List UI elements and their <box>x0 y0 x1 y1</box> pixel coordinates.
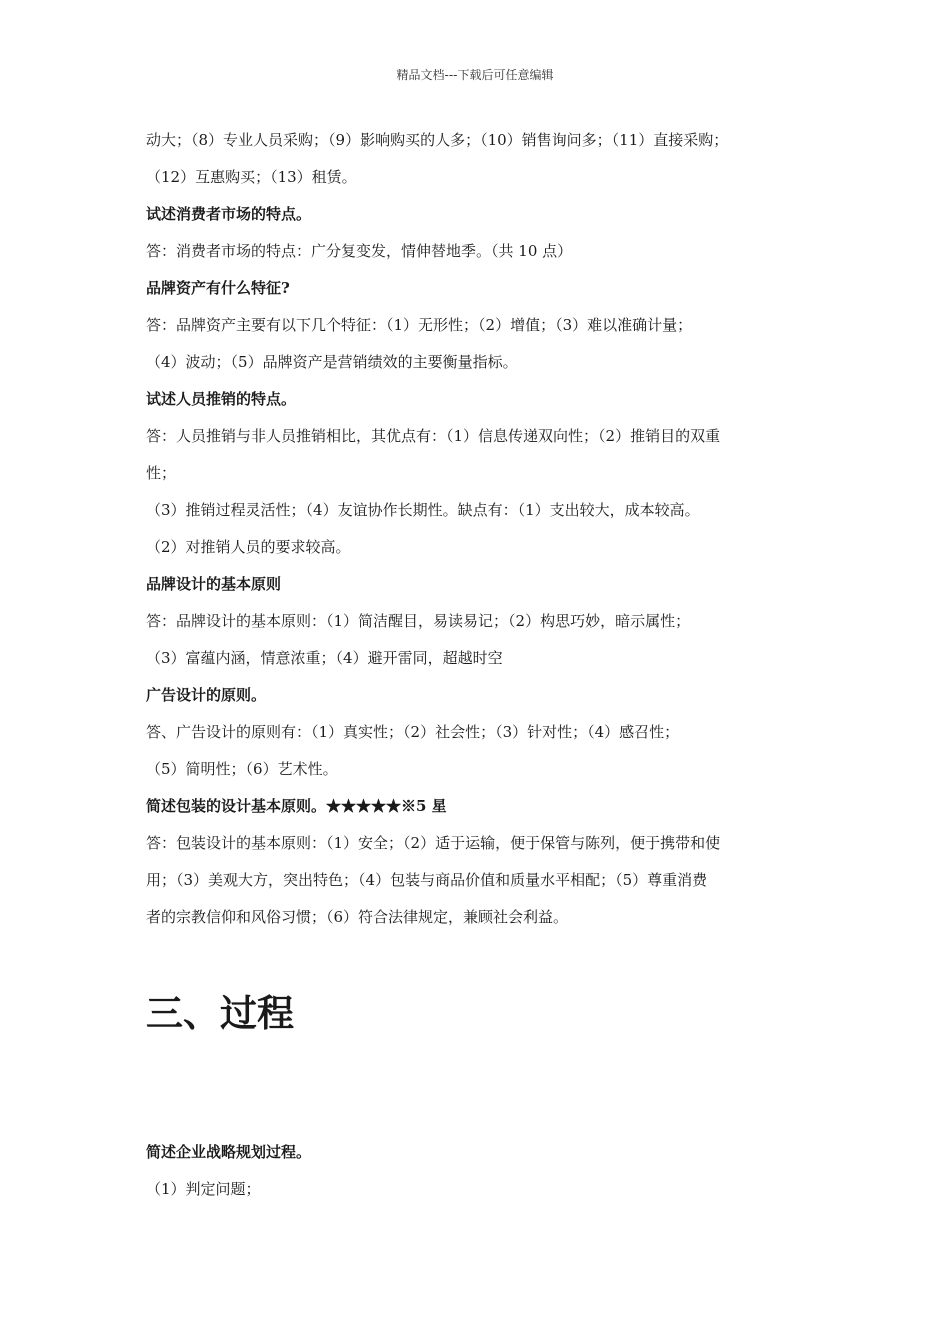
question-heading: 广告设计的原则。 <box>146 686 267 704</box>
question-heading: 简述企业战略规划过程。 <box>146 1143 312 1161</box>
text-line: 用；（3）美观大方，突出特色；（4）包装与商品价值和质量水平相配；（5）尊重消费 <box>146 871 708 889</box>
text-line: 答：消费者市场的特点：广分复变发，情伸替地季。（共 10 点） <box>146 242 573 260</box>
text-line: （5）简明性；（6）艺术性。 <box>146 760 338 778</box>
question-heading: 试述人员推销的特点。 <box>146 390 297 408</box>
text-line: 动大；（8）专业人员采购；（9）影响购买的人多；（10）销售询问多；（11）直接采购； <box>146 131 729 149</box>
text-line: 者的宗教信仰和风俗习惯；（6）符合法律规定，兼顾社会利益。 <box>146 908 569 926</box>
text-line: 答：包装设计的基本原则：（1）安全；（2）适于运输，便于保管与陈列，便于携带和使 <box>146 834 721 852</box>
section-heading: 三、过程 <box>146 991 294 1035</box>
text-line: （12）互惠购买；（13）租赁。 <box>146 168 357 186</box>
text-line: （3）富蕴内涵，情意浓重；（4）避开雷同，超越时空 <box>146 649 503 667</box>
text-line: 答：品牌资产主要有以下几个特征：（1）无形性；（2）增值；（3）难以准确计量； <box>146 316 693 334</box>
text-line: （4）波动；（5）品牌资产是营销绩效的主要衡量指标。 <box>146 353 518 371</box>
qa-section <box>146 122 826 936</box>
question-heading: 试述消费者市场的特点。 <box>146 205 312 223</box>
question-heading: 品牌资产有什么特征? <box>146 279 290 297</box>
text-line: （1）判定问题； <box>146 1180 261 1198</box>
page-header: 精品文档---下载后可任意编辑 <box>396 68 554 82</box>
text-line: 答：品牌设计的基本原则：（1）简洁醒目，易读易记；（2）构思巧妙，暗示属性； <box>146 612 691 630</box>
document-body <box>146 122 826 1208</box>
question-heading: 品牌设计的基本原则 <box>146 575 282 593</box>
text-line: 性； <box>146 464 177 482</box>
question-heading: 简述包装的设计基本原则。★★★★★※5 星 <box>146 797 447 815</box>
text-line: 答、广告设计的原则有：（1）真实性；（2）社会性；（3）针对性；（4）感召性； <box>146 723 680 741</box>
text-line: （2）对推销人员的要求较高。 <box>146 538 351 556</box>
process-section <box>146 1134 826 1208</box>
text-line: （3）推销过程灵活性；（4）友谊协作长期性。缺点有：（1）支出较大，成本较高。 <box>146 501 700 519</box>
text-line: 答：人员推销与非人员推销相比，其优点有：（1）信息传递双向性；（2）推销目的双重 <box>146 427 721 445</box>
